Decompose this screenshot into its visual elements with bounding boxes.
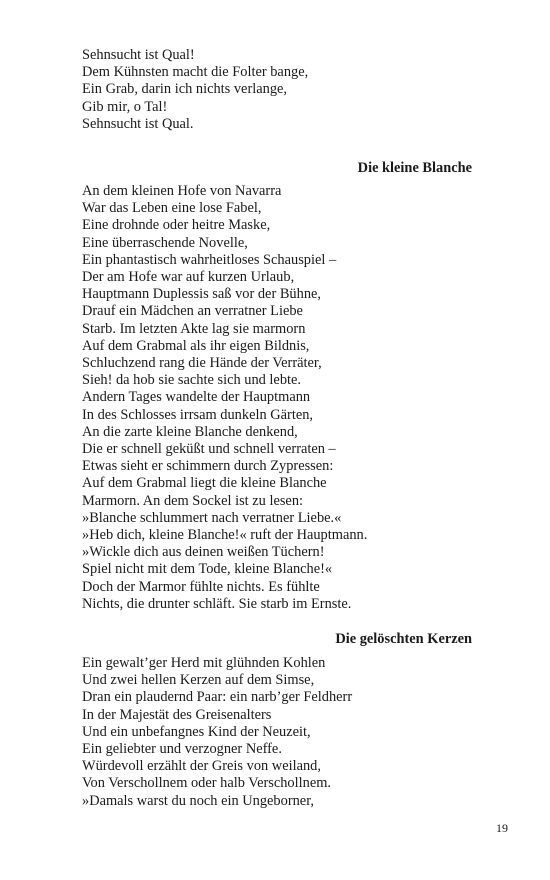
poem-line: Andern Tages wandelte der Hauptmann	[82, 389, 311, 406]
poem-line: Etwas sieht er schimmern durch Zypressen:	[82, 458, 334, 475]
poem-line: Nichts, die drunter schläft. Sie starb im Ernste.	[82, 595, 352, 612]
poem-line: Die er schnell geküßt und schnell verraten –	[82, 441, 336, 458]
poem-line: Auf dem Grabmal als ihr eigen Bildnis,	[82, 337, 310, 354]
poem-line: Drauf ein Mädchen an verratner Liebe	[82, 303, 303, 320]
poem-line: Ein gewalt’ger Herd mit glühnden Kohlen	[82, 655, 326, 671]
poem-line: »Heb dich, kleine Blanche!« ruft der Hauptmann.	[82, 527, 368, 544]
poem-line: Eine überraschende Novelle,	[82, 234, 248, 251]
poem-line: Marmorn. An dem Sockel ist zu lesen:	[82, 492, 304, 509]
poem-line: Schluchzend rang die Hände der Verräter,	[82, 355, 322, 372]
poem-line: Ein Grab, darin ich nichts verlange,	[82, 81, 287, 98]
poem-line: In der Majestät des Greisenalters	[82, 706, 272, 723]
poem-line: Dran ein plaudernd Paar: ein narb’ger Feldherr	[82, 689, 353, 706]
poem-line: An dem kleinen Hofe von Navarra	[82, 183, 282, 199]
poem-line: Sieh! da hob sie sachte sich und lebte.	[82, 372, 302, 389]
poem-line: Würdevoll erzählt der Greis von weiland,	[82, 758, 321, 775]
poem-line: »Damals warst du noch ein Ungeborner,	[82, 792, 315, 809]
poem-line: Gib mir, o Tal!	[82, 98, 168, 115]
poem-line: »Blanche schlummert nach verratner Liebe.«	[82, 509, 342, 526]
poem-title-die-kleine-blanche: Die kleine Blanche	[357, 160, 472, 176]
poem-line: Und ein unbefangnes Kind der Neuzeit,	[82, 723, 311, 740]
poem-line: Eine drohnde oder heitre Maske,	[82, 217, 271, 234]
poem-line: Von Verschollnem oder halb Verschollnem.	[82, 775, 331, 792]
page-number: 19	[496, 821, 508, 835]
poem-line: Sehnsucht ist Qual.	[82, 115, 194, 132]
poem-line: In des Schlosses irrsam dunkeln Gärten,	[82, 406, 314, 423]
poem-line: Ein geliebter und verzogner Neffe.	[82, 741, 282, 758]
poem-line: Dem Kühnsten macht die Folter bange,	[82, 64, 309, 81]
poem-line: Auf dem Grabmal liegt die kleine Blanche	[82, 475, 327, 492]
poem-line: Hauptmann Duplessis saß vor der Bühne,	[82, 286, 322, 303]
poem-line: Starb. Im letzten Akte lag sie marmorn	[82, 320, 306, 337]
poem-title-die-geloeschten-kerzen: Die gelöschten Kerzen	[335, 631, 472, 647]
poem-die-geloeschten-kerzen	[82, 655, 502, 810]
poem-line: Sehnsucht ist Qual!	[82, 47, 195, 63]
poem-line: An die zarte kleine Blanche denkend,	[82, 423, 298, 440]
poem-line: War das Leben eine lose Fabel,	[82, 200, 262, 217]
poem-line: Spiel nicht mit dem Tode, kleine Blanche!«	[82, 561, 333, 578]
poem-stanza-continuation	[82, 47, 502, 133]
poem-line: Und zwei hellen Kerzen auf dem Simse,	[82, 672, 315, 689]
poem-line: »Wickle dich aus deinen weißen Tüchern!	[82, 544, 325, 561]
poem-line: Ein phantastisch wahrheitloses Schauspiel –	[82, 251, 337, 268]
poem-line: Der am Hofe war auf kurzen Urlaub,	[82, 269, 295, 286]
poem-die-kleine-blanche	[82, 183, 502, 613]
poem-line: Doch der Marmor fühlte nichts. Es fühlte	[82, 578, 320, 595]
